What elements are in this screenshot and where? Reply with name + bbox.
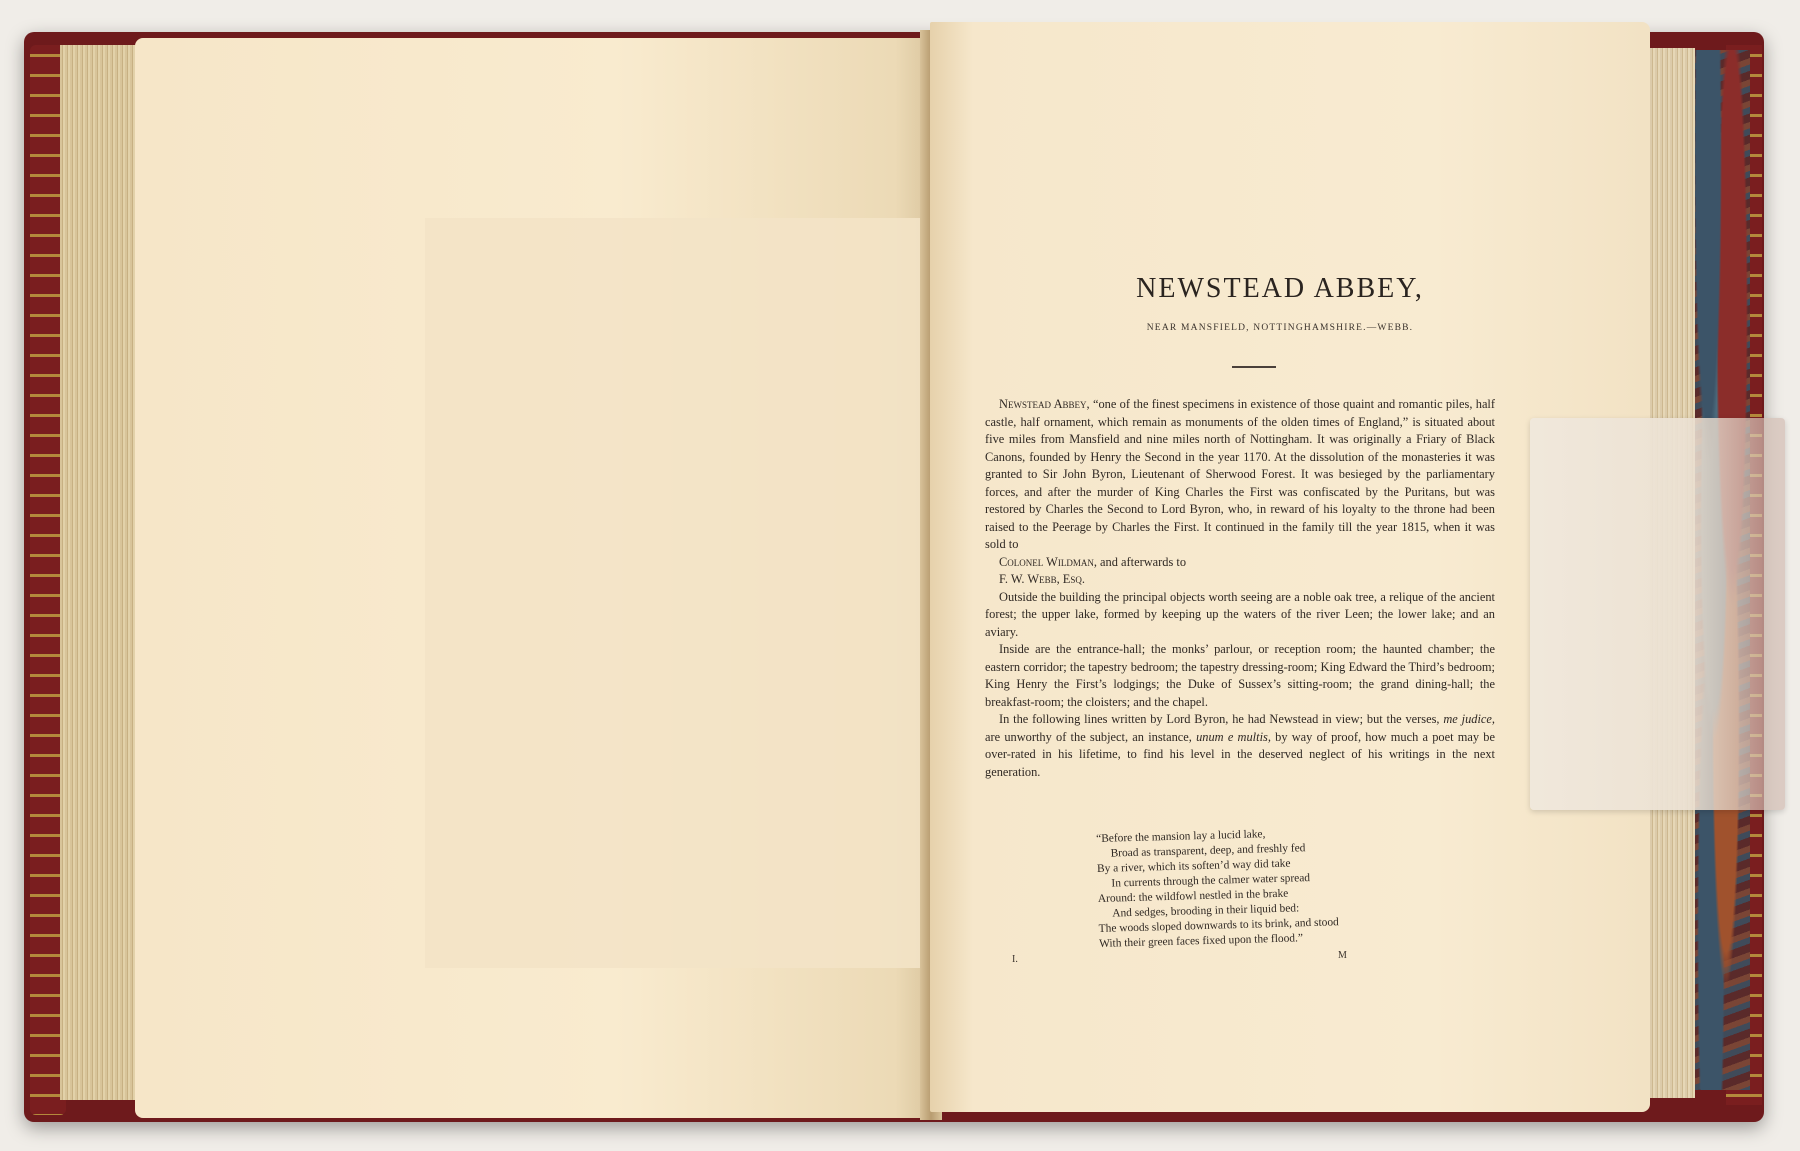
page-edges-left [60,45,140,1100]
paragraph-5 [985,711,1495,781]
paragraph-3: Outside the building the principal objects worth seeing are a noble oak tree, a relique of the ancient forest; the upper lake, formed by keeping up the waters of the river Leen; the lower lake; and an aviary. [985,589,1495,639]
paragraph-owners [985,554,1495,572]
poem-line: The woods sloped downwards to its brink, and stood [1098,916,1339,935]
italic-phrase-1: me judice, [1443,712,1495,726]
paragraph-5-before: In the following lines written by Lord Byron, he had Newstead in view; but the verses, [999,712,1444,726]
owner-1: Colonel Wildman, [999,554,1097,569]
poem-line: “Before the mansion lay a lucid lake, [1096,828,1266,845]
paragraph-1 [985,396,1495,554]
owner-2: F. W. Webb, Esq. [999,572,1085,586]
page-title: NEWSTEAD ABBEY, [1136,273,1424,304]
faded-plate [425,218,935,968]
paragraph-owner-2 [985,571,1495,589]
lead-smallcaps: Newstead Abbey, [999,397,1090,411]
paragraph-5-after: by way of proof, how much a poet may be over-rated in his lifetime, to find his level in the deserved neglect of his writings in the next generation. [985,729,1495,779]
poem-line: With their green faces fixed upon the flood.” [1098,932,1304,950]
poem [1096,824,1399,952]
translucent-tab-marker [1530,418,1785,810]
italic-phrase-2: unum e multis, [1196,729,1271,744]
paragraph-1-text: “one of the finest specimens in existence of those quaint and romantic piles, half castle, half ornament, which remain as monuments of the olden times of England,” is situated about five miles from Mansfield and nine miles north of Nottingham. It was originally a Friary of Black Canons, founded by Henry the Second in the year 1170. At the dissolution of the monasteries it was granted to Sir John Byron, Lieutenant of Sherwood Forest. It was besieged by the parliamentary forces, and after the murder of King Charles the First was confiscated by the Puritans, but was restored by Charles the Second to Lord Byron, who, in reward of his loyalty to the throne had been raised to the Peerage by Charles the First. It continued in the family till the year 1815, when it was sold to [985,397,1496,551]
page-subtitle: NEAR MANSFIELD, NOTTINGHAMSHIRE.—WEBB. [1146,323,1414,333]
left-page [135,38,935,1118]
signature-mark-right: M [1338,950,1347,961]
title-rule [1232,366,1276,368]
owner-1-after: and afterwards to [1096,554,1187,569]
poem-line: By a river, which its soften’d way did take [1096,857,1291,875]
paragraph-5-middle: are unworthy of the subject, an instance, [985,729,1197,744]
poem-line: In currents through the calmer water spread [1111,872,1311,890]
poem-line: Around: the wildfowl nestled in the brake [1097,887,1289,905]
poem-line: And sedges, brooding in their liquid bed: [1112,902,1300,920]
body-text [985,396,1495,781]
paragraph-4: Inside are the entrance-hall; the monks’ parlour, or reception room; the haunted chamber; the eastern corridor; the tapestry bedroom; the tapestry dressing-room; King Edward the Third’s bedroom; King Henry the First’s lodgings; the Duke of Sussex’s sitting-room; the grand dining-hall; the breakfast-room; the cloisters; and the chapel. [985,642,1495,709]
poem-line: Broad as transparent, deep, and freshly fed [1110,842,1306,860]
signature-mark-left: I. [1012,954,1018,965]
